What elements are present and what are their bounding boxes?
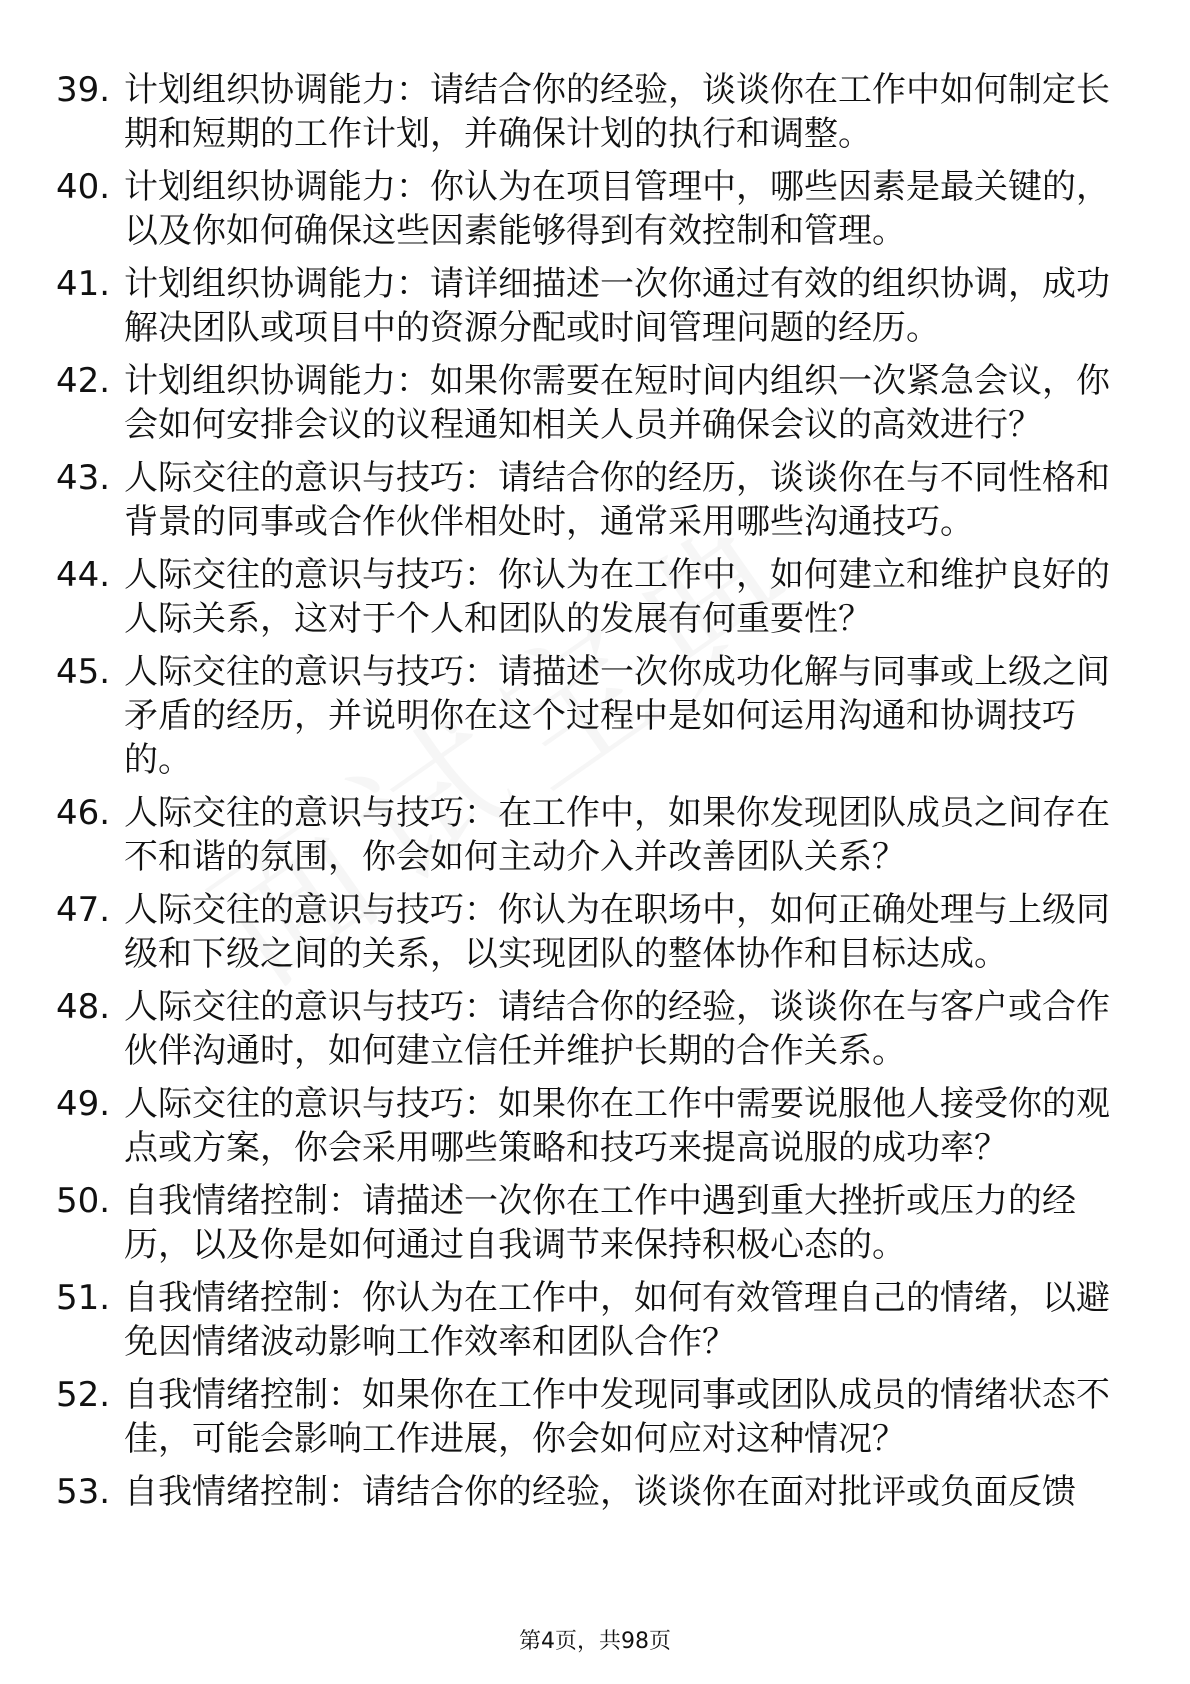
question-number: 43. — [56, 458, 111, 498]
list-item — [56, 68, 1136, 156]
question-text: 自我情绪控制：请描述一次你在工作中遇到重大挫折或压力的经历，以及你是如何通过自我调节来保持积极心态的。 — [124, 1181, 1076, 1265]
question-number: 45. — [56, 652, 111, 692]
list-item — [56, 650, 1136, 782]
question-number: 51. — [56, 1278, 111, 1318]
question-text: 人际交往的意识与技巧：请描述一次你成功化解与同事或上级之间矛盾的经历，并说明你在这个过程中是如何运用沟通和协调技巧的。 — [124, 652, 1110, 780]
question-number: 52. — [56, 1375, 111, 1415]
list-item — [56, 262, 1136, 350]
question-number: 49. — [56, 1084, 111, 1124]
question-number: 46. — [56, 793, 111, 833]
list-item — [56, 553, 1136, 641]
question-text: 自我情绪控制：如果你在工作中发现同事或团队成员的情绪状态不佳，可能会影响工作进展，你会如何应对这种情况？ — [124, 1375, 1110, 1459]
question-number: 41. — [56, 264, 111, 304]
question-number: 50. — [56, 1181, 111, 1221]
list-item — [56, 1082, 1136, 1170]
question-number: 48. — [56, 987, 111, 1027]
question-number: 40. — [56, 167, 111, 207]
question-text: 自我情绪控制：请结合你的经验，谈谈你在面对批评或负面反馈 — [124, 1472, 1076, 1512]
list-item — [56, 888, 1136, 976]
question-text: 计划组织协调能力：你认为在项目管理中，哪些因素是最关键的，以及你如何确保这些因素能够得到有效控制和管理。 — [124, 167, 1110, 251]
list-item — [56, 165, 1136, 253]
question-text: 人际交往的意识与技巧：如果你在工作中需要说服他人接受你的观点或方案，你会采用哪些策略和技巧来提高说服的成功率？ — [124, 1084, 1110, 1168]
list-item — [56, 1373, 1136, 1461]
question-text: 人际交往的意识与技巧：你认为在职场中，如何正确处理与上级同级和下级之间的关系，以实现团队的整体协作和目标达成。 — [124, 890, 1110, 974]
list-item — [56, 791, 1136, 879]
list-item — [56, 1276, 1136, 1364]
list-item — [56, 1470, 1136, 1514]
list-item — [56, 359, 1136, 447]
question-text: 计划组织协调能力：请详细描述一次你通过有效的组织协调，成功解决团队或项目中的资源分配或时间管理问题的经历。 — [124, 264, 1110, 348]
page-number: 第4页，共98页 — [519, 1629, 671, 1654]
list-item — [56, 1179, 1136, 1267]
page-footer — [0, 1628, 1190, 1656]
question-text: 人际交往的意识与技巧：请结合你的经历，谈谈你在与不同性格和背景的同事或合作伙伴相处时，通常采用哪些沟通技巧。 — [124, 458, 1110, 542]
question-text: 计划组织协调能力：请结合你的经验，谈谈你在工作中如何制定长期和短期的工作计划，并确保计划的执行和调整。 — [124, 70, 1110, 154]
question-text: 人际交往的意识与技巧：在工作中，如果你发现团队成员之间存在不和谐的氛围，你会如何主动介入并改善团队关系？ — [124, 793, 1110, 877]
question-number: 53. — [56, 1472, 111, 1512]
question-text: 人际交往的意识与技巧：请结合你的经验，谈谈你在与客户或合作伙伴沟通时，如何建立信任并维护长期的合作关系。 — [124, 987, 1110, 1071]
question-list — [56, 68, 1136, 1523]
question-number: 44. — [56, 555, 111, 595]
question-text: 人际交往的意识与技巧：你认为在工作中，如何建立和维护良好的人际关系，这对于个人和团队的发展有何重要性？ — [124, 555, 1110, 639]
list-item — [56, 985, 1136, 1073]
question-text: 自我情绪控制：你认为在工作中，如何有效管理自己的情绪，以避免因情绪波动影响工作效率和团队合作？ — [124, 1278, 1110, 1362]
question-number: 47. — [56, 890, 111, 930]
list-item — [56, 456, 1136, 544]
question-number: 39. — [56, 70, 111, 110]
question-number: 42. — [56, 361, 111, 401]
question-text: 计划组织协调能力：如果你需要在短时间内组织一次紧急会议，你会如何安排会议的议程通知相关人员并确保会议的高效进行？ — [124, 361, 1110, 445]
